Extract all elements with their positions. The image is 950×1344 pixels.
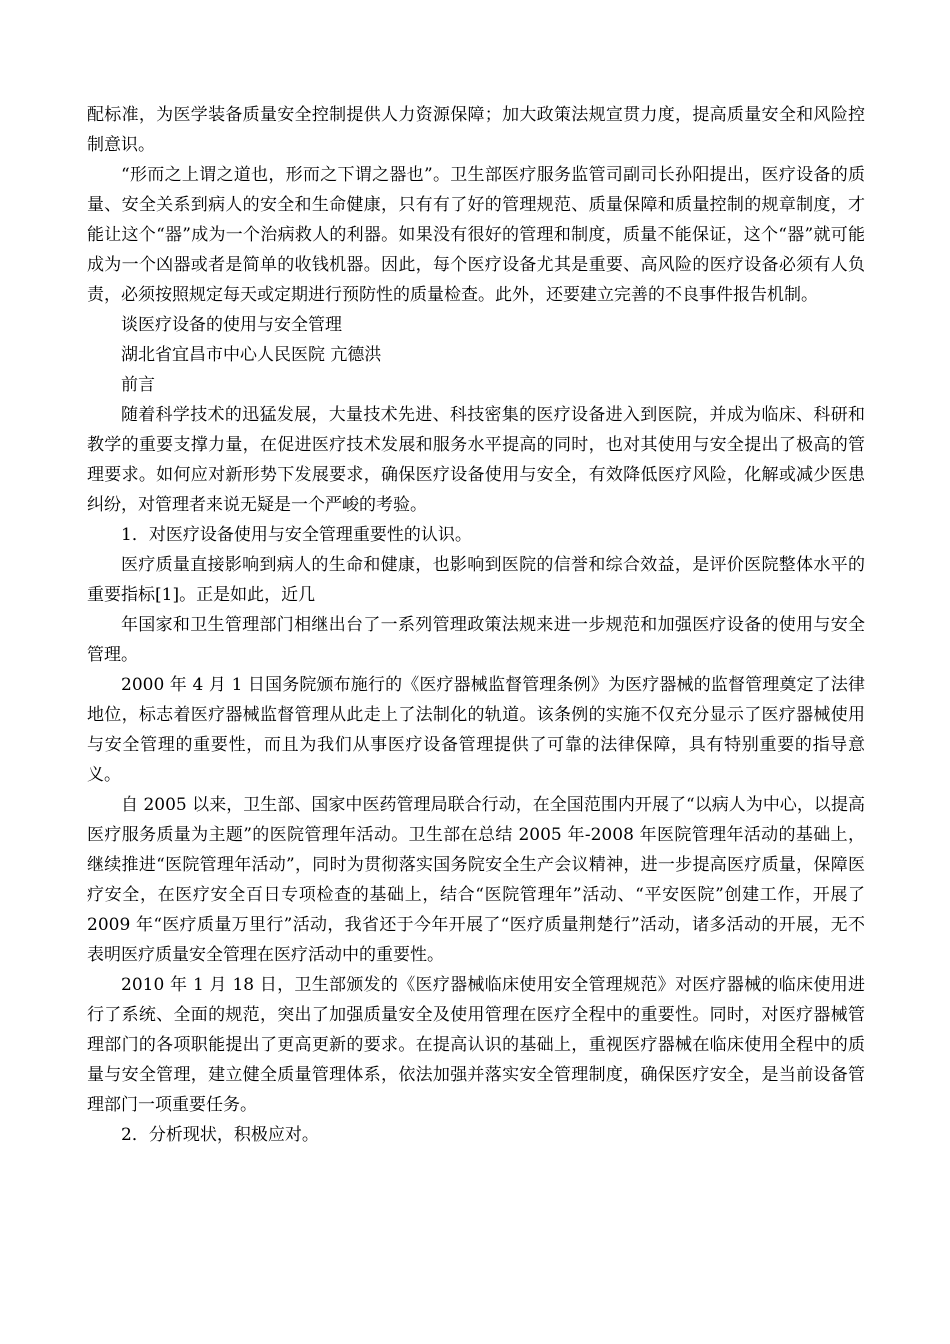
paragraph: 配标准，为医学装备质量安全控制提供人力资源保障；加大政策法规宣贯力度，提高质量安全和风险控制意识。 bbox=[87, 105, 865, 155]
paragraph: 2010 年 1 月 18 日，卫生部颁发的《医疗器械临床使用安全管理规范》对医疗器械的临床使用进行了系统、全面的规范，突出了加强质量安全及使用管理在医疗全程中的重要性。同时，对医疗器械管理部门的各项职能提出了更高更新的要求。在提高认识的基础上，重视医疗器械在临床使用全程中的质量与安全管理，建立健全质量管理体系，依法加强并落实安全管理制度，确保医疗安全，是当前设备管理部门一项重要任务。 bbox=[87, 975, 865, 1115]
article-author: 湖北省宜昌市中心人民医院 亢德洪 bbox=[121, 345, 382, 365]
section-heading: 2．分析现状，积极应对。 bbox=[121, 1125, 319, 1145]
paragraph: 随着科学技术的迅猛发展，大量技术先进、科技密集的医疗设备进入到医院，并成为临床、科研和教学的重要支撑力量，在促进医疗技术发展和服务水平提高的同时，也对其使用与安全提出了极高的管理要求。如何应对新形势下发展要求，确保医疗设备使用与安全，有效降低医疗风险，化解或减少医患纠纷，对管理者来说无疑是一个严峻的考验。 bbox=[87, 405, 865, 515]
section-heading: 1．对医疗设备使用与安全管理重要性的认识。 bbox=[121, 525, 472, 545]
section-heading: 前言 bbox=[121, 375, 155, 395]
paragraph: 医疗质量直接影响到病人的生命和健康，也影响到医院的信誉和综合效益，是评价医院整体水平的重要指标[1]。正是如此，近几 bbox=[87, 555, 865, 605]
paragraph: 自 2005 以来，卫生部、国家中医药管理局联合行动，在全国范围内开展了“以病人为中心，以提高医疗服务质量为主题”的医院管理年活动。卫生部在总结 2005 年-2008 年医院管理年活动的基础上，继续推进“医院管理年活动”，同时为贯彻落实国务院安全生产会议精神，进一步提高医疗质量，保障医疗安全，在医疗安全百日专项检查的基础上，结合“医院管理年”活动、“平安医院”创建工作，开展了 2009 年“医疗质量万里行”活动，我省还于今年开展了“医疗质量荆楚行”活动，诸多活动的开展，无不表明医疗质量安全管理在医疗活动中的重要性。 bbox=[87, 795, 865, 965]
paragraph: 年国家和卫生管理部门相继出台了一系列管理政策法规来进一步规范和加强医疗设备的使用与安全管理。 bbox=[87, 615, 865, 665]
paragraph: “形而之上谓之道也，形而之下谓之器也”。卫生部医疗服务监管司副司长孙阳提出，医疗设备的质量、安全关系到病人的安全和生命健康，只有有了好的管理规范、质量保障和质量控制的规章制度，才能让这个“器”成为一个治病救人的利器。如果没有很好的管理和制度，质量不能保证，这个“器”就可能成为一个凶器或者是简单的收钱机器。因此，每个医疗设备尤其是重要、高风险的医疗设备必须有人负责，必须按照规定每天或定期进行预防性的质量检查。此外，还要建立完善的不良事件报告机制。 bbox=[87, 165, 865, 305]
paragraph: 2000 年 4 月 1 日国务院颁布施行的《医疗器械监督管理条例》为医疗器械的监督管理奠定了法律地位，标志着医疗器械监督管理从此走上了法制化的轨道。该条例的实施不仅充分显示了医疗器械使用与安全管理的重要性，而且为我们从事医疗设备管理提供了可靠的法律保障，具有特别重要的指导意义。 bbox=[87, 675, 865, 785]
document-page bbox=[87, 100, 865, 1150]
article-title: 谈医疗设备的使用与安全管理 bbox=[121, 315, 342, 335]
